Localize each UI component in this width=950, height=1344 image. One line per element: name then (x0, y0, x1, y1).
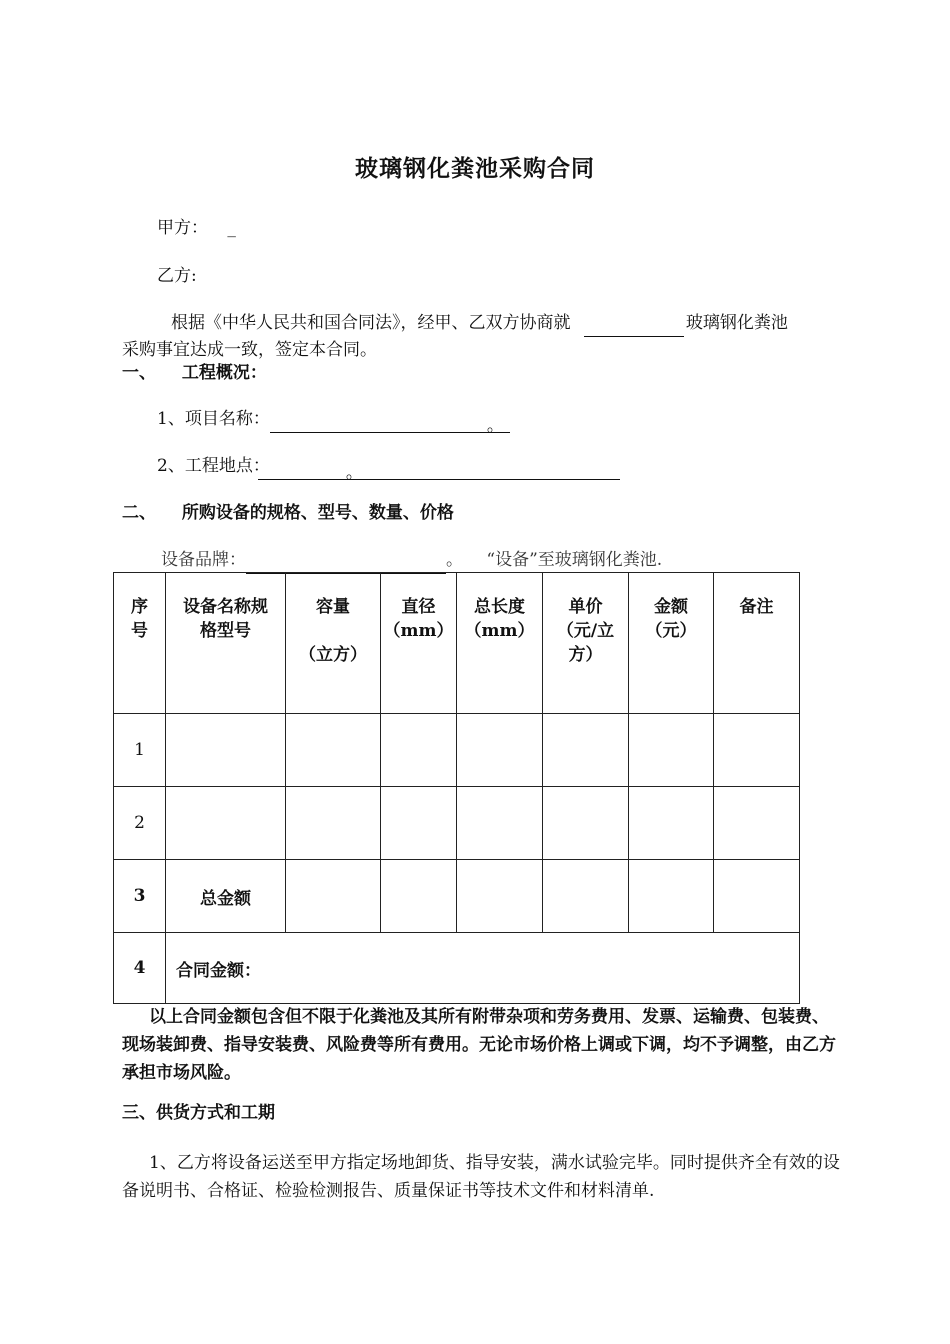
project-site-blank (258, 459, 620, 483)
brand-blank (246, 553, 446, 574)
header-cell-name: 设备名称规 格型号 (166, 573, 286, 714)
header-cell-amount: 金额 （元） (629, 573, 714, 714)
row-index: 1 (114, 714, 166, 787)
party-a-label: 甲方： (157, 218, 208, 238)
section2-title: 所购设备的规格、型号、数量、价格 (181, 503, 454, 523)
party-a-value: _ (227, 218, 236, 238)
contract-label: 合同金额： (166, 933, 800, 1004)
project-site-end: 。 (345, 463, 363, 483)
header-cell-unit-price: 单价 （元/立 方） (543, 573, 629, 714)
project-name-blank (270, 412, 510, 436)
brand-end: 。 (446, 550, 463, 570)
section3-heading: 三、供货方式和工期 (122, 1103, 275, 1123)
party-a-line (157, 214, 236, 242)
section1-title: 工程概况： (181, 363, 267, 383)
section2-number: 二、 (122, 503, 156, 523)
project-site-line (157, 452, 632, 483)
section1-number: 一、 (122, 363, 156, 383)
section1-heading (122, 359, 267, 387)
table-contract-row (114, 933, 800, 1004)
intro-text-2: 玻璃钢化粪池 (685, 313, 788, 333)
table-row (114, 714, 800, 787)
table-row (114, 787, 800, 860)
table-total-row (114, 860, 800, 933)
header-cell-length: 总长度 （mm） (457, 573, 543, 714)
project-name-label: 1、项目名称： (157, 409, 270, 429)
project-name-end: 。 (486, 416, 504, 436)
row-index: 2 (114, 787, 166, 860)
intro-line-1 (171, 309, 788, 337)
brand-note: “设备”至玻璃钢化粪池. (486, 550, 663, 570)
brand-line (161, 546, 662, 574)
project-name-line (157, 405, 510, 436)
total-index: 3 (114, 860, 166, 933)
header-cell-index: 序 号 (114, 573, 166, 714)
intro-line-2: 采购事宜达成一致，签定本合同。 (122, 340, 377, 360)
equipment-table (113, 572, 800, 1004)
intro-text-1: 根据《中华人民共和国合同法》，经甲、乙双方协商就 (171, 313, 571, 333)
amount-notice: 以上合同金额包含但不限于化粪池及其所有附带杂项和劳务费用、发票、运输费、包装费、现场装卸费、指导安装费、风险费等所有费用。无论市场价格上调或下调，均不予调整，由乙方承担市场风险。 (122, 1007, 836, 1083)
header-cell-diameter: 直径 （mm） (381, 573, 457, 714)
section3-paragraph-1: 1、乙方将设备运送至甲方指定场地卸货、指导安装，满水试验完毕。同时提供齐全有效的设备说明书、合格证、检验检测报告、质量保证书等技术文件和材料清单. (122, 1153, 840, 1201)
intro-blank (584, 316, 684, 337)
contract-index: 4 (114, 933, 166, 1004)
party-b-label: 乙方: (157, 266, 197, 286)
page-title: 玻璃钢化粪池采购合同 (355, 155, 595, 182)
table-header-row (114, 573, 800, 714)
total-label: 总金额 (166, 860, 286, 933)
project-site-label: 2、工程地点： (157, 456, 270, 476)
header-cell-capacity: 容量 （立方） (286, 573, 381, 714)
section2-heading (122, 499, 454, 527)
header-cell-remark: 备注 (714, 573, 800, 714)
brand-label: 设备品牌： (161, 550, 246, 570)
